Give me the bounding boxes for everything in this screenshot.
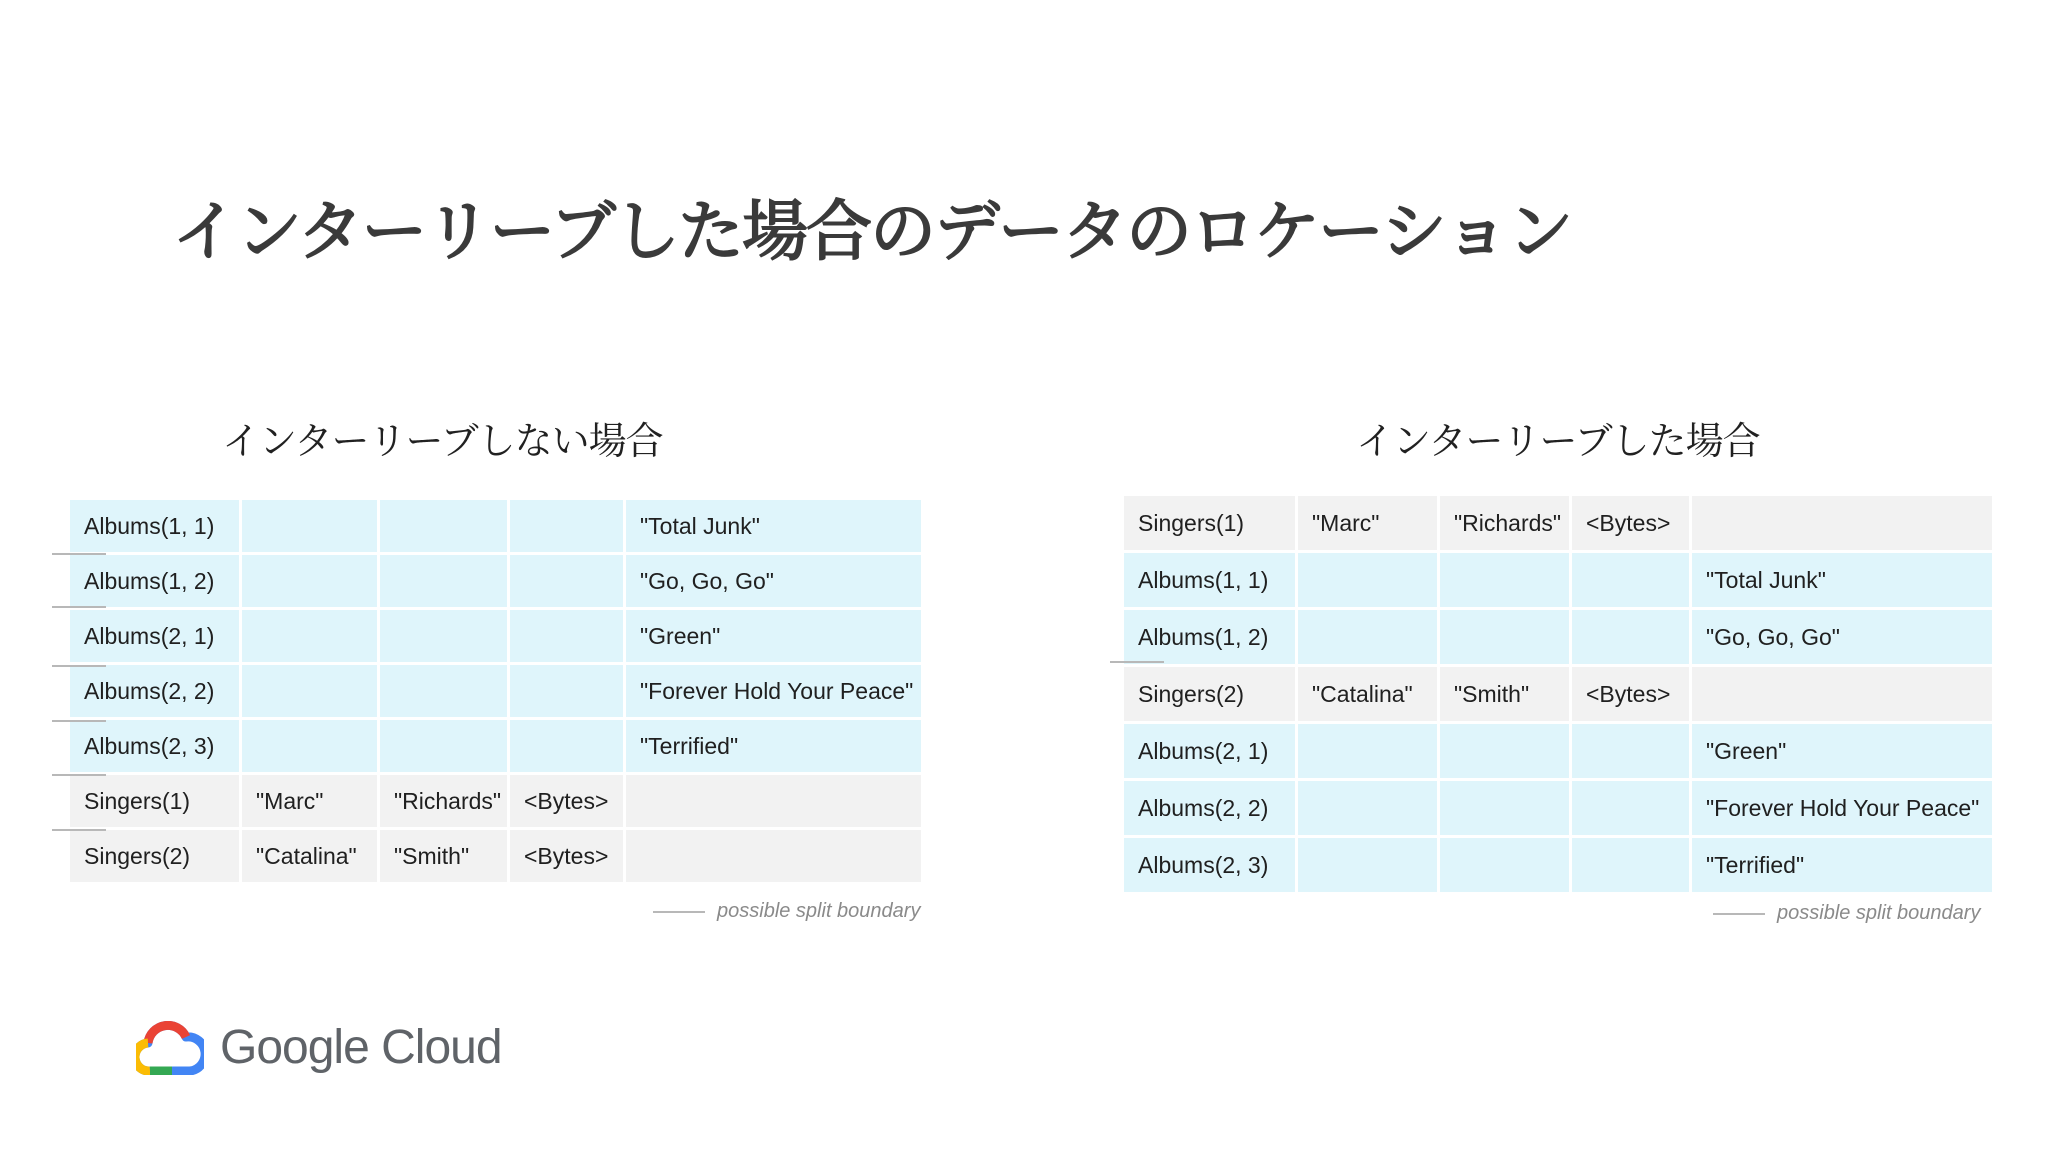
row-key-cell: Albums(2, 3) bbox=[1124, 838, 1295, 892]
split-boundary-swatch bbox=[653, 911, 705, 913]
table-row bbox=[70, 775, 921, 827]
row-key-cell: Singers(2) bbox=[1124, 667, 1295, 721]
table-cell: "Richards" bbox=[380, 775, 507, 827]
google-cloud-logo-icon bbox=[136, 1021, 204, 1075]
table-cell bbox=[242, 665, 377, 717]
table-cell bbox=[510, 500, 623, 552]
right-legend bbox=[1713, 902, 1980, 925]
table-cell bbox=[1440, 838, 1569, 892]
row-key-cell: Albums(1, 1) bbox=[1124, 553, 1295, 607]
table-cell: "Smith" bbox=[380, 830, 507, 882]
split-boundary-line bbox=[52, 829, 106, 831]
table-cell bbox=[1298, 610, 1437, 664]
row-key-cell: Albums(2, 2) bbox=[1124, 781, 1295, 835]
table-cell: <Bytes> bbox=[1572, 496, 1689, 550]
table-cell bbox=[1572, 781, 1689, 835]
table-cell: "Forever Hold Your Peace" bbox=[1692, 781, 1992, 835]
table-cell: <Bytes> bbox=[1572, 667, 1689, 721]
table-cell bbox=[1298, 838, 1437, 892]
split-boundary-line bbox=[1110, 661, 1164, 663]
row-key-cell: Albums(2, 3) bbox=[70, 720, 239, 772]
table-cell: "Marc" bbox=[1298, 496, 1437, 550]
table-row bbox=[1124, 553, 1992, 607]
table-cell bbox=[1572, 838, 1689, 892]
table-cell: "Forever Hold Your Peace" bbox=[626, 665, 921, 717]
table-cell bbox=[626, 775, 921, 827]
table-cell bbox=[1572, 724, 1689, 778]
table-cell bbox=[1298, 553, 1437, 607]
table-cell: "Catalina" bbox=[242, 830, 377, 882]
table-cell bbox=[1692, 496, 1992, 550]
table-cell: "Richards" bbox=[1440, 496, 1569, 550]
brand-name: Google Cloud bbox=[220, 1021, 502, 1074]
legend-label: possible split boundary bbox=[717, 900, 921, 922]
table-cell: "Go, Go, Go" bbox=[626, 555, 921, 607]
row-key-cell: Albums(2, 1) bbox=[1124, 724, 1295, 778]
right-subtitle: インターリーブした場合 bbox=[1356, 419, 1760, 463]
interleaved-table bbox=[1124, 496, 1992, 890]
row-key-cell: Albums(1, 1) bbox=[70, 500, 239, 552]
table-row bbox=[70, 610, 921, 662]
table-cell: "Go, Go, Go" bbox=[1692, 610, 1992, 664]
table-row bbox=[1124, 838, 1992, 892]
table-row bbox=[1124, 496, 1992, 550]
table-cell bbox=[510, 665, 623, 717]
table-cell bbox=[1572, 553, 1689, 607]
table-cell bbox=[380, 720, 507, 772]
table-cell bbox=[510, 720, 623, 772]
table-cell bbox=[242, 555, 377, 607]
row-key-cell: Albums(1, 2) bbox=[70, 555, 239, 607]
row-key-cell: Singers(1) bbox=[70, 775, 239, 827]
table-cell: "Terrified" bbox=[626, 720, 921, 772]
table-cell bbox=[626, 830, 921, 882]
table-cell bbox=[380, 665, 507, 717]
table-row bbox=[1124, 610, 1992, 664]
table-cell bbox=[1440, 724, 1569, 778]
split-boundary-line bbox=[52, 774, 106, 776]
table-row bbox=[1124, 781, 1992, 835]
table-cell bbox=[1440, 610, 1569, 664]
left-legend bbox=[653, 900, 920, 923]
table-cell bbox=[1692, 667, 1992, 721]
non-interleaved-table bbox=[70, 500, 921, 888]
table-row bbox=[70, 830, 921, 882]
table-cell: "Marc" bbox=[242, 775, 377, 827]
table-cell bbox=[1440, 781, 1569, 835]
table-cell: <Bytes> bbox=[510, 775, 623, 827]
table-cell: <Bytes> bbox=[510, 830, 623, 882]
table-cell bbox=[242, 610, 377, 662]
table-cell bbox=[380, 500, 507, 552]
table-cell: "Green" bbox=[626, 610, 921, 662]
row-key-cell: Albums(1, 2) bbox=[1124, 610, 1295, 664]
row-key-cell: Albums(2, 2) bbox=[70, 665, 239, 717]
table-cell bbox=[242, 720, 377, 772]
row-key-cell: Singers(1) bbox=[1124, 496, 1295, 550]
table-cell: "Total Junk" bbox=[626, 500, 921, 552]
table-cell bbox=[510, 555, 623, 607]
table-cell: "Green" bbox=[1692, 724, 1992, 778]
table-cell: "Total Junk" bbox=[1692, 553, 1992, 607]
row-key-cell: Albums(2, 1) bbox=[70, 610, 239, 662]
table-cell bbox=[1440, 553, 1569, 607]
table-cell: "Smith" bbox=[1440, 667, 1569, 721]
split-boundary-swatch bbox=[1713, 913, 1765, 915]
table-row bbox=[1124, 724, 1992, 778]
google-cloud-brand bbox=[136, 1020, 502, 1075]
legend-label: possible split boundary bbox=[1777, 902, 1981, 924]
row-key-cell: Singers(2) bbox=[70, 830, 239, 882]
table-cell bbox=[1572, 610, 1689, 664]
table-row bbox=[70, 720, 921, 772]
table-row bbox=[1124, 667, 1992, 721]
slide-title: インターリーブした場合のデータのロケーション bbox=[172, 193, 1572, 270]
table-cell bbox=[510, 610, 623, 662]
table-row bbox=[70, 665, 921, 717]
table-cell: "Terrified" bbox=[1692, 838, 1992, 892]
table-cell: "Catalina" bbox=[1298, 667, 1437, 721]
split-boundary-line bbox=[52, 553, 106, 555]
split-boundary-line bbox=[52, 665, 106, 667]
table-row bbox=[70, 555, 921, 607]
table-row bbox=[70, 500, 921, 552]
table-cell bbox=[1298, 724, 1437, 778]
split-boundary-line bbox=[52, 720, 106, 722]
split-boundary-line bbox=[52, 606, 106, 608]
table-cell bbox=[1298, 781, 1437, 835]
table-cell bbox=[380, 610, 507, 662]
table-cell bbox=[380, 555, 507, 607]
left-subtitle: インターリーブしない場合 bbox=[222, 419, 663, 463]
table-cell bbox=[242, 500, 377, 552]
